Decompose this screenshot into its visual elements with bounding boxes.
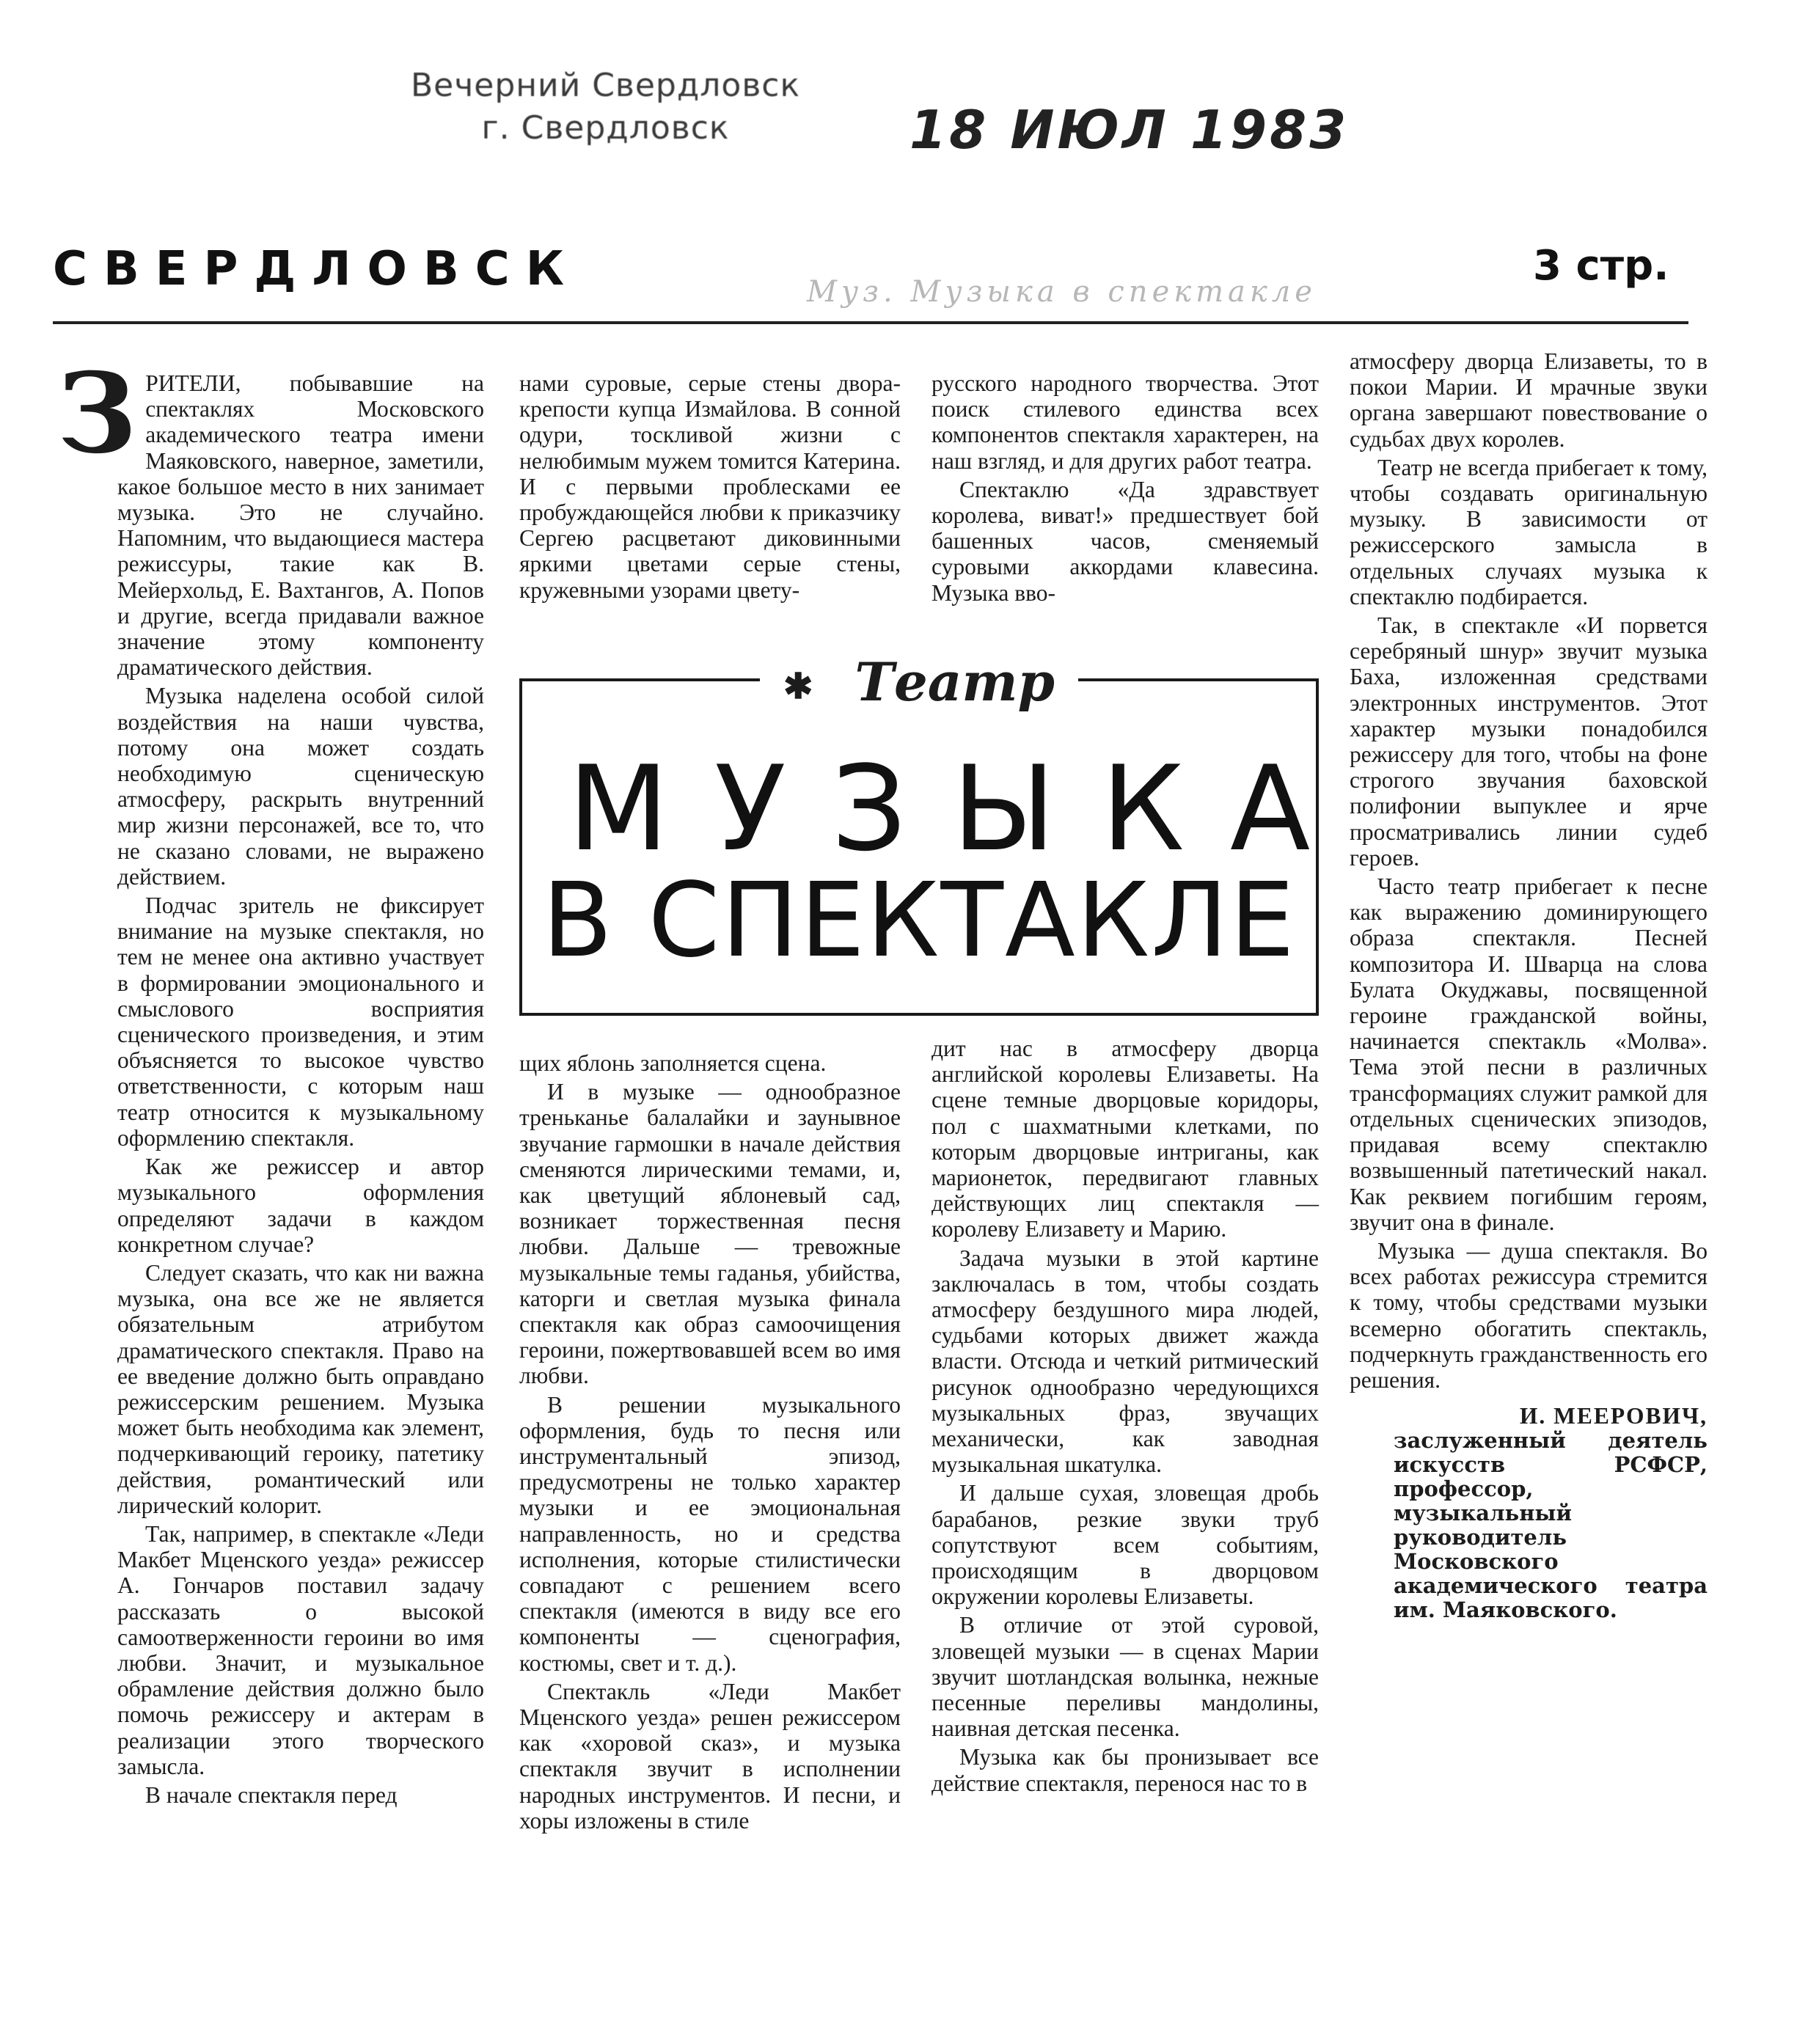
newspaper-masthead: СВЕРДЛОВСК [53, 242, 580, 296]
author-name: И. МЕЕРОВИЧ, [1519, 1403, 1708, 1429]
handwritten-note: Муз. Музыка в спектакле [807, 275, 1317, 309]
article-column-2-bottom [519, 1050, 901, 1836]
paragraph: Спектакль «Леди Макбет Мценского уезда» решен режиссером как «хоровой сказ», и музыка спектакля звучит в исполнении народных инструментов. И песни, и хоры изложены в стиле [519, 1678, 901, 1834]
paragraph: И в музыке — однообразное треньканье балалайки и заунывное звучание гармошки в начале действия сменяются лирическими темами, и, как цветущий яблоневый сад, возникает торжественная песня любви. Дальше — тревожные музыкальные темы гаданья, убийства, каторги и светлая музыка финала спектакля как образ самоочищения героини, пожертвовавшей всем во имя любви. [519, 1079, 901, 1389]
paragraph: Часто театр прибегает к песне как выражению доминирующего образа спектакля. Песней композитора И. Шварца на слова Булата Окуджавы, посвященной героине гражданской войны, начинается спектакль «Молва». Тема этой песни в различных трансформациях служит рамкой для отдельных сценических эпизодов, придавая всему спектаклю возвышенный патетический накал. Как реквием погибшим героям, звучит она в финале. [1350, 873, 1708, 1235]
headline-line-1: МУЗЫКА [568, 740, 1356, 877]
article-column-3-bottom [932, 1036, 1319, 1799]
paragraph: нами суровые, серые стены двора-крепости купца Измайлова. В сонной одури, тоскливой жизни с нелюбимым мужем томится Катерина. И с первыми проблесками ее пробуждающейся любви к приказчику Сергею расцветают диковинными яркими цветами серые стены, кружевными узорами цвету- [519, 370, 901, 603]
paragraph: Спектаклю «Да здравствует королева, виват!» предшествует бой башенных часов, сменяемый суровыми аккордами клавесина. Музыка вво- [932, 476, 1319, 606]
paragraph: атмосферу дворца Елизаветы, то в покои Марии. И мрачные звуки органа завершают повествование о судьбах двух королев. [1350, 348, 1708, 452]
paragraph: Так, в спектакле «И порвется серебряный шнур» звучит музыка Баха, изложенная средствами электронных инструментов. Этот характер музыки понадобился режиссеру для того, чтобы на фоне строгого звучания баховской полифонии выпуклее и ярче просматривались линии судеб героев. [1350, 612, 1708, 871]
drop-cap: З [57, 349, 137, 478]
paragraph: русского народного творчества. Этот поиск стилевого единства всех компонентов спектакля характерен, на наш взгляд, и для других работ театра. [932, 370, 1319, 474]
article-column-4 [1350, 348, 1708, 1622]
paragraph: Задача музыки в этой картине заключалась в том, чтобы создать атмосферу бездушного мира людей, судьбами которых движет жажда власти. Отсюда и четкий ритмический рисунок однообразно чередующихся музыкальных фраз, звучащих механически, как заводная музыкальная шкатулка. [932, 1245, 1319, 1478]
paragraph: В начале спектакля перед [145, 1781, 398, 1808]
article-column-1 [57, 349, 484, 1811]
paragraph: Так, например, в спектакле «Леди Макбет Мценского уезда» режиссер А. Гончаров поставил задачу рассказать о высокой самоотверженности героини во имя любви. Значит, и музыкальное обрамление действия должно было помочь режиссеру и актерам в реализации этого творческого замысла. [117, 1520, 484, 1779]
paragraph: И дальше сухая, зловещая дробь барабанов, резкие звуки труб сопутствуют всем событиям, происходящим в дворцовом окружении королевы Елизаветы. [932, 1480, 1319, 1610]
paragraph: Подчас зритель не фиксирует внимание на музыке спектакля, но тем не менее она активно участвует в формировании эмоционального и смыслового восприятия сценического произведения, и этим объясняется то высокое чувство ответственности, с которым наш театр относится к музыкальному оформлению спектакля. [117, 893, 484, 1151]
paragraph: щих яблонь заполняется сцена. [519, 1050, 827, 1076]
paragraph: Музыка как бы пронизывает все действие спектакля, перенося нас то в [932, 1744, 1319, 1796]
paragraph: дит нас в атмосферу дворца английской королевы Елизаветы. На сцене темные дворцовые коридоры, пол с шахматными клетками, по которым дворцовые интриганы, как марионеток, передвигают главных действующих лиц спектакля — королеву Елизавету и Марию. [932, 1036, 1319, 1242]
paragraph: Музыка — душа спектакля. Во всех работах режиссура стремится к тому, чтобы средствами музыки всемерно обогатить спектакль, подчеркнуть гражданственность его решения. [1350, 1237, 1708, 1393]
headline-line-2: В СПЕКТАКЛЕ [542, 861, 1296, 981]
paragraph: Как же режиссер и автор музыкального оформления определяют задачи в каждом конкретном случае? [117, 1154, 484, 1257]
paragraph: ЗРИТЕЛИ, побывавшие на спектаклях Московского академического театра имени Маяковского, наверное, заметили, какое большое место в них занимает музыка. Это не случайно. Напомним, что выдающиеся мастера режиссуры, такие как В. Мейерхольд, Е. Вахтангов, А. Попов и другие, всегда придавали важное значение этому компоненту драматического действия. [57, 349, 484, 681]
stamp-publication: Вечерний Свердловск [411, 67, 801, 104]
rubric [522, 651, 1316, 713]
masthead-rule [53, 321, 1688, 324]
paragraph: Музыка наделена особой силой воздействия на наши чувства, потому она может создать необходимую сценическую атмосферу, раскрыть внутренний мир жизни персонажей, все то, что не сказано словами, не выражено действием. [117, 683, 484, 890]
headline-box [519, 651, 1356, 1016]
author-credentials: заслуженный деятель искусств РСФСР, профессор, музыкальный руководитель Московского академического театра им. Маяковского. [1394, 1428, 1708, 1623]
article-column-3-top [932, 370, 1319, 609]
archive-stamp [411, 65, 800, 150]
star-icon: ✱ [772, 666, 824, 707]
paragraph: В отличие от этой суровой, зловещей музыки — в сценах Марии звучит шотландская волынка, нежные песенные переливы мандолины, наивная детская песенка. [932, 1612, 1319, 1742]
article-column-2-top [519, 370, 901, 606]
paragraph: В решении музыкального оформления, будь то песня или инструментальный эпизод, предусмотрены не только характер музыки и ее эмоциональная направленность, но и средства исполнения, которые стилистически совпадают с решением всего спектакля (имеются в виду все его компоненты — сценография, костюмы, свет и т. д.). [519, 1391, 901, 1676]
rubric-label: Театр [843, 651, 1066, 713]
paragraph: Театр не всегда прибегает к тому, чтобы создавать оригинальную музыку. В зависимости от режиссерского замысла в отдельных случаях музыка к спектаклю подбирается. [1350, 454, 1708, 609]
stamp-date: 18 ИЮЛ 1983 [910, 99, 1350, 161]
page-number: 3 стр. [1533, 242, 1669, 290]
paragraph: Следует сказать, что как ни важна музыка, она все же не является обязательным атрибутом драматического спектакля. Право на ее введение должно быть оправдано режиссерским решением. Музыка может быть необходима как элемент, подчеркивающий героику, патетику действия, романтический или лирический колорит. [117, 1259, 484, 1518]
stamp-city: г. Свердловск [481, 109, 730, 147]
